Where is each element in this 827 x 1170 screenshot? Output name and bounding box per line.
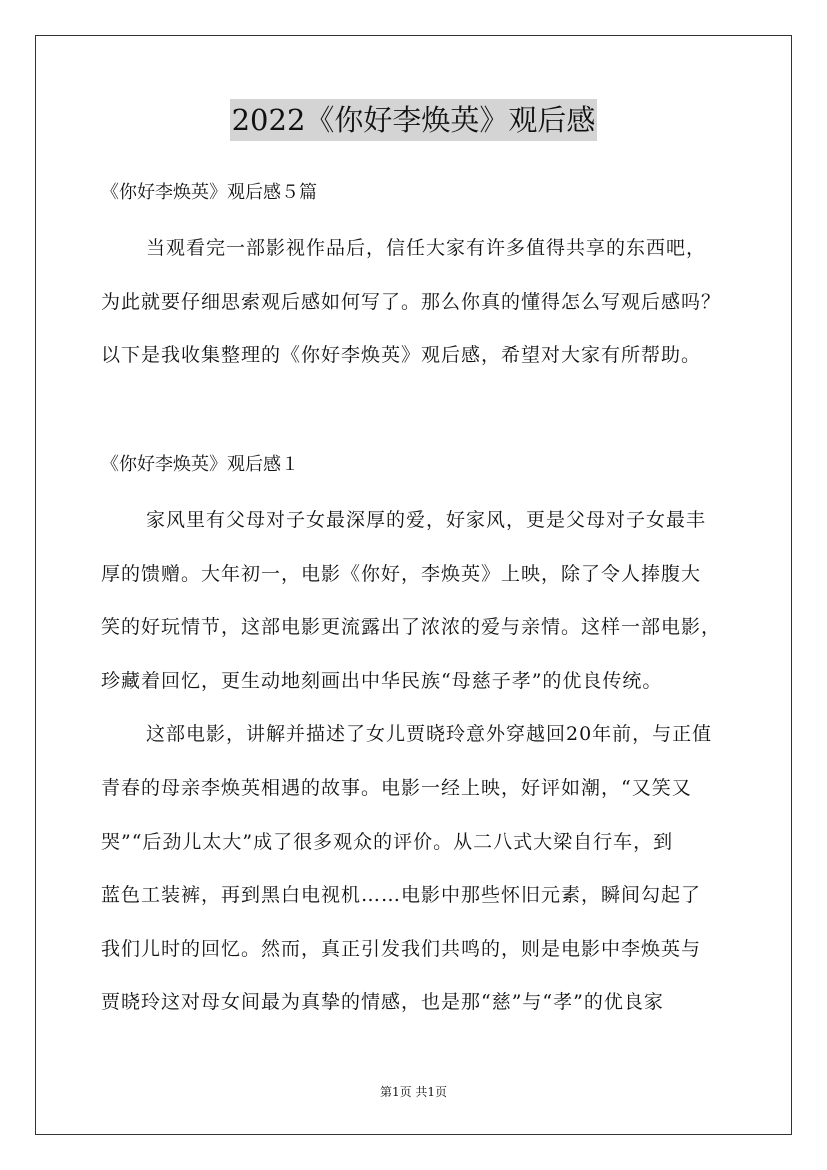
- paragraph-line: 贾晓玲这对母女间最为真挚的情感，也是那“慈”与“孝”的优良家: [101, 991, 664, 1013]
- title-container: [0, 99, 827, 141]
- document-title: 2022《你好李焕英》观后感: [230, 99, 598, 141]
- paragraph-line: 家风里有父母对子女最深厚的爱，好家风，更是父母对子女最丰: [146, 509, 707, 531]
- intro-line: 以下是我收集整理的《你好李焕英》观后感，希望对大家有所帮助。: [101, 344, 702, 366]
- paragraph-line: 蓝色工装裤，再到黑白电视机……电影中那些怀旧元素，瞬间勾起了: [101, 884, 702, 906]
- document-subtitle: 《你好李焕英》观后感５篇: [101, 182, 317, 203]
- section-heading: 《你好李焕英》观后感１: [101, 454, 299, 475]
- paragraph-line: 笑的好玩情节，这部电影更流露出了浓浓的爱与亲情。这样一部电影，: [101, 616, 722, 638]
- paragraph-line: 青春的母亲李焕英相遇的故事。电影一经上映，好评如潮，“又笑又: [101, 777, 692, 799]
- page-footer: 第1页 共1页: [379, 1085, 448, 1099]
- intro-line: 当观看完一部影视作品后，信任大家有许多值得共享的东西吧，: [146, 237, 707, 259]
- intro-line: 为此就要仔细思索观后感如何写了。那么你真的懂得怎么写观后感吗？: [101, 291, 722, 313]
- paragraph-line: 哭”“后劲儿太大”成了很多观众的评价。从二八式大梁自行车，到: [101, 831, 674, 853]
- paragraph-line: 厚的馈赠。大年初一，电影《你好，李焕英》上映，除了令人捧腹大: [101, 563, 702, 585]
- paragraph-line: 我们儿时的回忆。然而，真正引发我们共鸣的，则是电影中李焕英与: [101, 938, 702, 960]
- paragraph-line: 珍藏着回忆，更生动地刻画出中华民族“母慈子孝”的优良传统。: [101, 670, 663, 692]
- paragraph-line: 这部电影，讲解并描述了女儿贾晓玲意外穿越回20年前，与正值: [146, 723, 713, 745]
